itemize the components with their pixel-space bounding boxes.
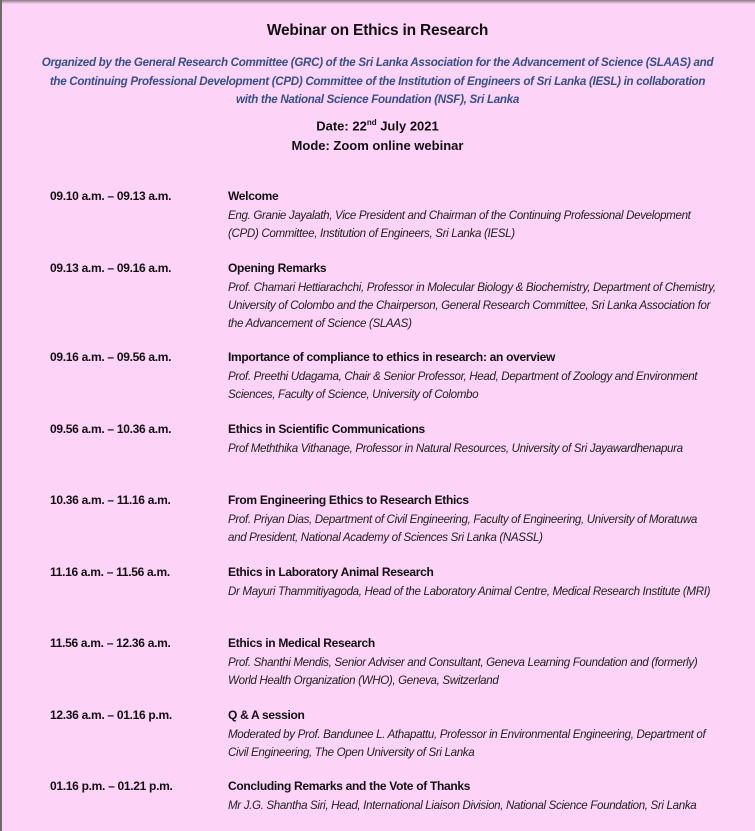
session-title: Ethics in Medical Research [228,636,375,650]
session-speaker: Mr J.G. Shantha Siri, Head, International Liaison Division, National Science Foundation, Sri Lanka [228,799,697,812]
session-time: 09.13 a.m. – 09.16 a.m. [50,261,172,275]
session-speaker: Prof Meththika Vithanage, Professor in Natural Resources, University of Sri Jayawardhenapura [228,442,683,455]
top-shadow [0,0,755,4]
date-rest: July 2021 [376,118,439,134]
session-speaker: Dr Mayuri Thammitiyagoda, Head of the Laboratory Animal Centre, Medical Research Institute (MRI) [228,585,711,598]
session-time: 11.16 a.m. – 11.56 a.m. [50,565,170,579]
session-speaker: Moderated by Prof. Bandunee L. Athapattu, Professor in Environmental Engineering, Department of Civil Engineering, The Open University of Sri Lanka [228,728,706,759]
organizer-text: Organized by the General Research Committee (GRC) of the Sri Lanka Association for the Advancement of Science (SLAAS) and the Continuing Professional Development (CPD) Committee of the Institution of Engineers of Sri Lanka (IESL) in collaboration with the National Science Foundation (NSF), Sri Lanka [41,56,714,106]
session-time: 10.36 a.m. – 11.16 a.m. [50,493,171,507]
event-date [0,118,755,133]
session-title: Welcome [228,189,279,203]
session-speaker: Prof. Preethi Udagama, Chair & Senior Professor, Head, Department of Zoology and Environment Sciences, Faculty of Science, University of Colombo [228,370,698,401]
date-label: Date: 22 [316,118,367,134]
session-speaker: Prof. Priyan Dias, Department of Civil Engineering, Faculty of Engineering, University of Moratuwa and President, National Academy of Sciences Sri Lanka (NASSL) [228,513,697,544]
event-mode: Mode: Zoom online webinar [291,138,464,153]
session-title: From Engineering Ethics to Research Ethics [228,493,469,507]
session-speaker: Prof. Chamari Hettiarachchi, Professor in Molecular Biology & Biochemistry, Department of Chemistry, University of Colombo and the Chairperson, General Research Committee, Sri Lanka Association for the Advancement of Science (SLAAS) [228,281,716,330]
session-time: 09.16 a.m. – 09.56 a.m. [50,350,172,364]
session-title: Q & A session [228,708,305,722]
page-title: Webinar on Ethics in Research [266,22,489,39]
session-time: 01.16 p.m. – 01.21 p.m. [50,779,173,793]
session-speaker: Eng. Granie Jayalath, Vice President and Chairman of the Continuing Professional Development (CPD) Committee, Institution of Engineers, Sri Lanka (IESL) [228,209,691,240]
session-time: 09.56 a.m. – 10.36 a.m. [50,422,172,436]
session-title: Ethics in Laboratory Animal Research [228,565,434,579]
session-title: Concluding Remarks and the Vote of Thanks [228,779,471,793]
session-time: 11.56 a.m. – 12.36 a.m. [50,636,171,650]
session-title: Opening Remarks [228,261,327,275]
session-time: 09.10 a.m. – 09.13 a.m. [50,189,172,203]
session-title: Ethics in Scientific Communications [228,422,425,436]
session-speaker: Prof. Shanthi Mendis, Senior Adviser and Consultant, Geneva Learning Foundation and (formerly) World Health Organization (WHO), Geneva, Switzerland [228,656,698,687]
session-time: 12.36 a.m. – 01.16 p.m. [50,708,172,722]
date-suffix: nd [366,118,377,127]
session-title: Importance of compliance to ethics in research: an overview [228,350,556,364]
